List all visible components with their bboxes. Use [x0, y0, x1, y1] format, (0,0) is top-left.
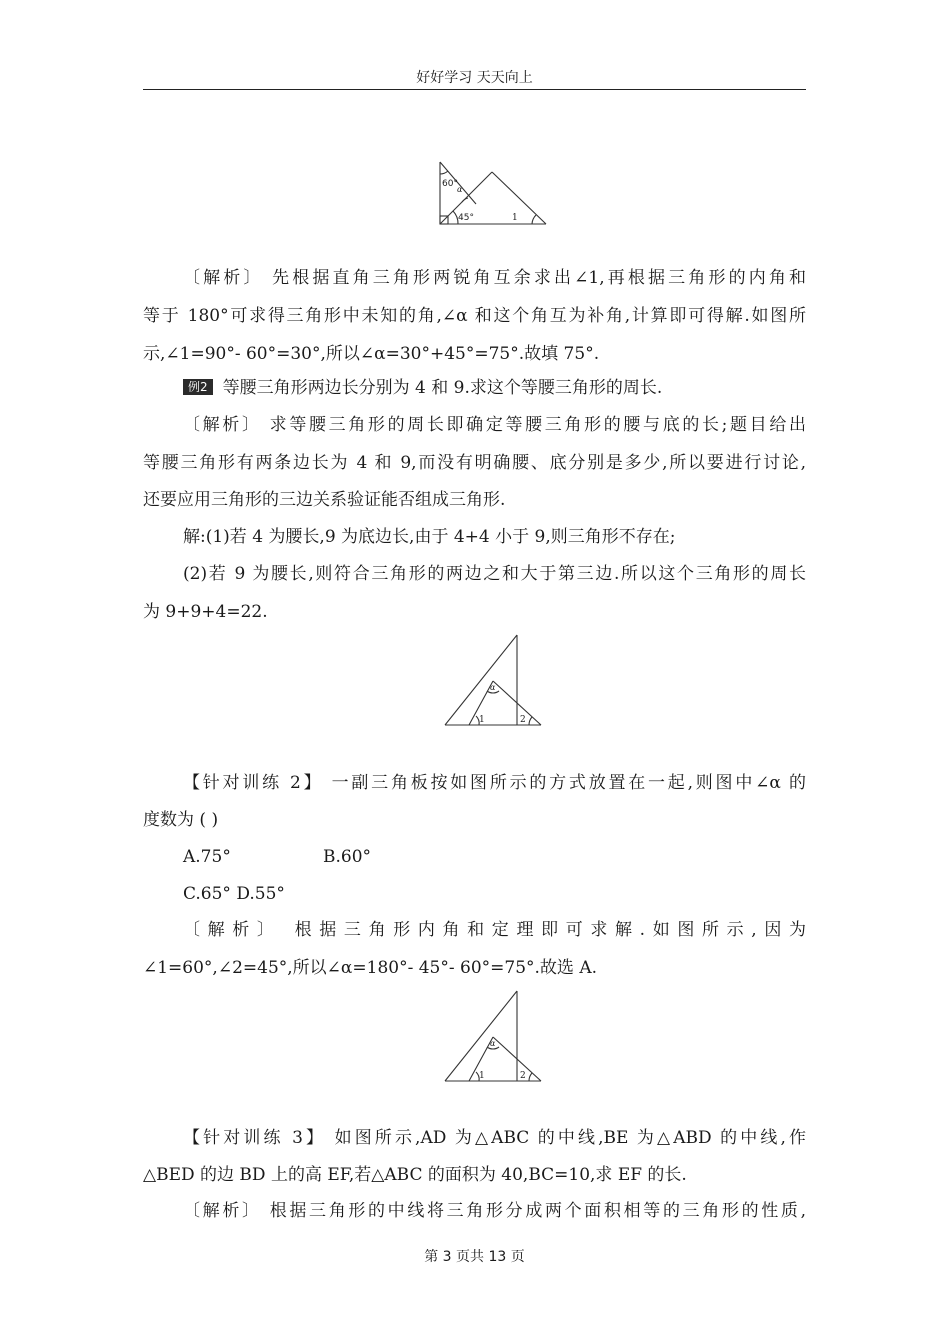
- option-c-d: C.65° D.55°: [183, 884, 285, 904]
- figure-2-triangles: [443, 633, 547, 729]
- figure-3-triangles: [443, 989, 547, 1085]
- fig2-angle-alpha: α: [490, 683, 496, 692]
- analysis1-line3: 示,∠1=90°- 60°=30°,所以∠α=30°+45°=75°.故填 75°.: [143, 344, 600, 364]
- fig1-angle-1: 1: [512, 213, 518, 223]
- solution-line2: (2)若 9 为腰长,则符合三角形的两边之和大于第三边.所以这个三角形的周长: [183, 564, 806, 584]
- example2-question-line: [183, 376, 806, 400]
- option-a: A.75°: [183, 847, 231, 867]
- analysis3-line2: ∠1=60°,∠2=45°,所以∠α=180°- 45°- 60°=75°.故选 A.: [143, 958, 598, 978]
- fig1-angle-45: 45°: [458, 213, 474, 223]
- analysis1-line1: 〔解析〕 先根据直角三角形两锐角互余求出∠1,再根据三角形的内角和: [183, 268, 806, 288]
- analysis2-line2: 等腰三角形有两条边长为 4 和 9,而没有明确腰、底分别是多少,所以要进行讨论,: [143, 453, 806, 473]
- fig2-angle-2: 2: [520, 715, 526, 725]
- example2-question: 等腰三角形两边长分别为 4 和 9.求这个等腰三角形的周长.: [222, 378, 663, 398]
- fig1-angle-60: 60°: [442, 179, 458, 189]
- page-header: 好好学习 天天向上: [416, 70, 533, 86]
- fig3-angle-1: 1: [479, 1071, 485, 1081]
- analysis1-line2: 等于 180°可求得三角形中未知的角,∠α 和这个角互为补角,计算即可得解.如图所: [143, 306, 806, 326]
- fig2-angle-1: 1: [479, 715, 485, 725]
- figure-1-triangles: [436, 158, 550, 228]
- analysis3-line1: 〔解析〕 根据三角形内角和定理即可求解.如图所示,因为: [183, 920, 806, 940]
- solution-line3: 为 9+9+4=22.: [143, 602, 268, 622]
- header-divider: [143, 89, 806, 90]
- page-footer: 第 3 页共 13 页: [424, 1249, 525, 1265]
- training2-line1: 【针对训练 2】 一副三角板按如图所示的方式放置在一起,则图中∠α 的: [183, 773, 806, 793]
- fig3-angle-2: 2: [520, 1071, 526, 1081]
- training2-line2: 度数为 ( ): [143, 810, 219, 830]
- option-b: B.60°: [323, 847, 372, 867]
- analysis4-line1: 〔解析〕 根据三角形的中线将三角形分成两个面积相等的三角形的性质,: [183, 1201, 806, 1221]
- analysis2-line1: 〔解析〕 求等腰三角形的周长即确定等腰三角形的腰与底的长;题目给出: [183, 415, 806, 435]
- analysis2-line3: 还要应用三角形的三边关系验证能否组成三角形.: [143, 490, 506, 510]
- training3-line2: △BED 的边 BD 上的高 EF,若△ABC 的面积为 40,BC=10,求 EF 的长.: [143, 1165, 687, 1185]
- training3-line1: 【针对训练 3】 如图所示,AD 为△ABC 的中线,BE 为△ABD 的中线,作: [183, 1128, 806, 1148]
- solution-line1: 解:(1)若 4 为腰长,9 为底边长,由于 4+4 小于 9,则三角形不存在;: [183, 527, 676, 547]
- fig3-angle-alpha: α: [490, 1039, 496, 1048]
- example2-badge: 例2: [183, 379, 213, 395]
- fig1-angle-alpha: α: [457, 185, 463, 194]
